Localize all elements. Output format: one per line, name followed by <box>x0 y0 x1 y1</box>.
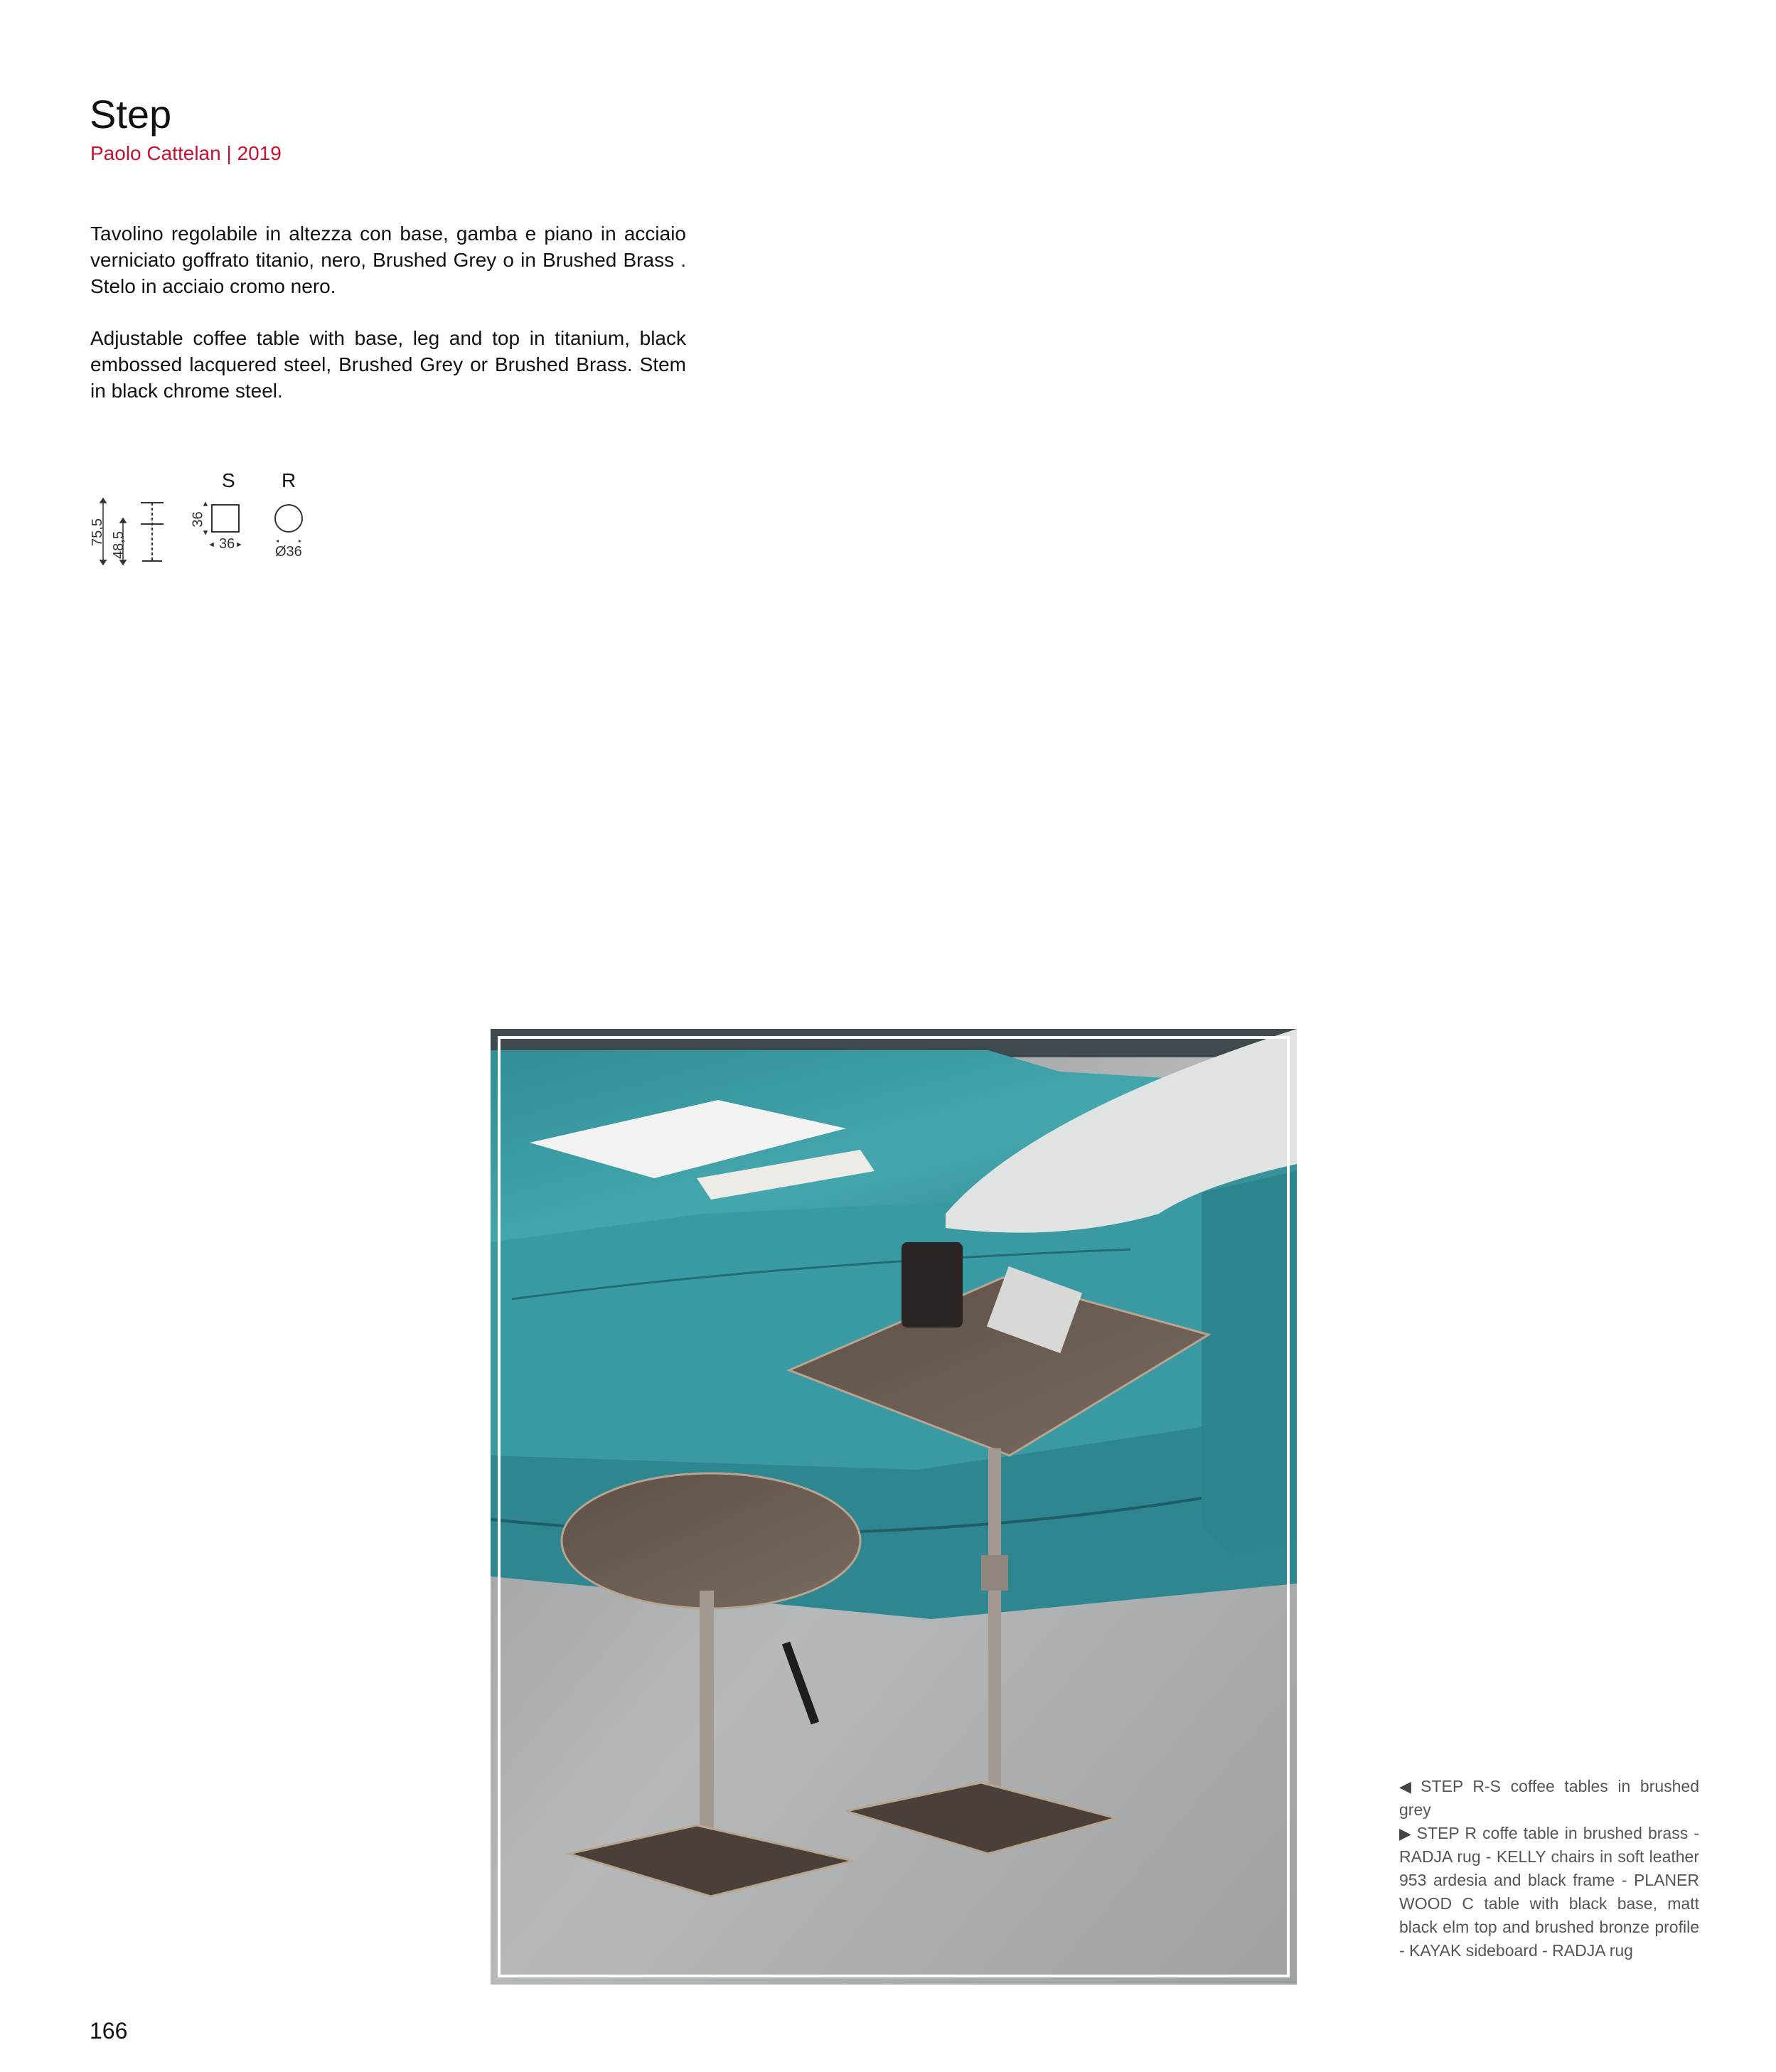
description-english: Adjustable coffee table with base, leg and top in titanium, black embossed lacquered steel, Brushed Grey or Brushed Brass. Stem in black chrome steel. <box>90 327 686 402</box>
square-table-stem <box>988 1448 1001 1818</box>
round-diameter-arrow-right <box>299 540 301 543</box>
square-width-arrow-left <box>210 543 213 546</box>
label-round: R <box>282 469 296 491</box>
glass <box>902 1242 963 1328</box>
designer-year: Paolo Cattelan | 2019 <box>90 142 282 164</box>
label-square: S <box>222 469 235 491</box>
right-arrow-icon: ▶ <box>1399 1825 1413 1842</box>
height-adjuster <box>981 1555 1008 1591</box>
height-min-arrow-bottom <box>120 560 126 565</box>
page-number: 166 <box>90 2018 128 2044</box>
square-height-value: 36 <box>190 511 206 528</box>
round-diameter-arrow-left <box>276 540 279 543</box>
height-max-arrow-top <box>100 498 106 503</box>
caption-line-2: STEP R coffe table in brushed brass - RADJA rug - KELLY chairs in soft leather 953 ardesia and black frame - PLANER WOOD C table with black base, matt black elm top and brushed bronze profile - KAYAK sideboard - RADJA rug <box>1399 1824 1699 1960</box>
height-min-arrow-top <box>120 518 126 523</box>
height-max-value: 75,5 <box>89 518 105 546</box>
square-top-icon <box>212 505 239 532</box>
height-max-arrow-bottom <box>100 560 106 565</box>
product-title: Step <box>90 92 172 137</box>
sofa-arm <box>1202 1171 1297 1555</box>
photo-caption <box>1399 1775 1699 1962</box>
table-profile-icon <box>141 503 164 561</box>
round-top-icon <box>275 505 302 532</box>
square-width-arrow-right <box>237 543 240 546</box>
round-table-top <box>562 1473 860 1608</box>
description-italian: Tavolino regolabile in altezza con base, gamba e piano in acciaio verniciato goffrato titanio, nero, Brushed Grey o in Brushed Brass . Stelo in acciaio cromo nero. <box>90 223 686 297</box>
caption-line-1: STEP R-S coffee tables in brushed grey <box>1399 1777 1699 1819</box>
left-arrow-icon: ◀ <box>1399 1778 1417 1795</box>
square-height-arrow-bottom <box>204 531 207 534</box>
square-width-value: 36 <box>219 536 235 552</box>
square-height-arrow-top <box>204 503 207 506</box>
dimension-diagram <box>85 466 313 572</box>
height-min-value: 48,5 <box>110 531 127 559</box>
product-photo-illustration <box>491 1029 1297 1985</box>
round-diameter-value: Ø36 <box>275 544 302 560</box>
product-photo <box>491 1029 1297 1985</box>
